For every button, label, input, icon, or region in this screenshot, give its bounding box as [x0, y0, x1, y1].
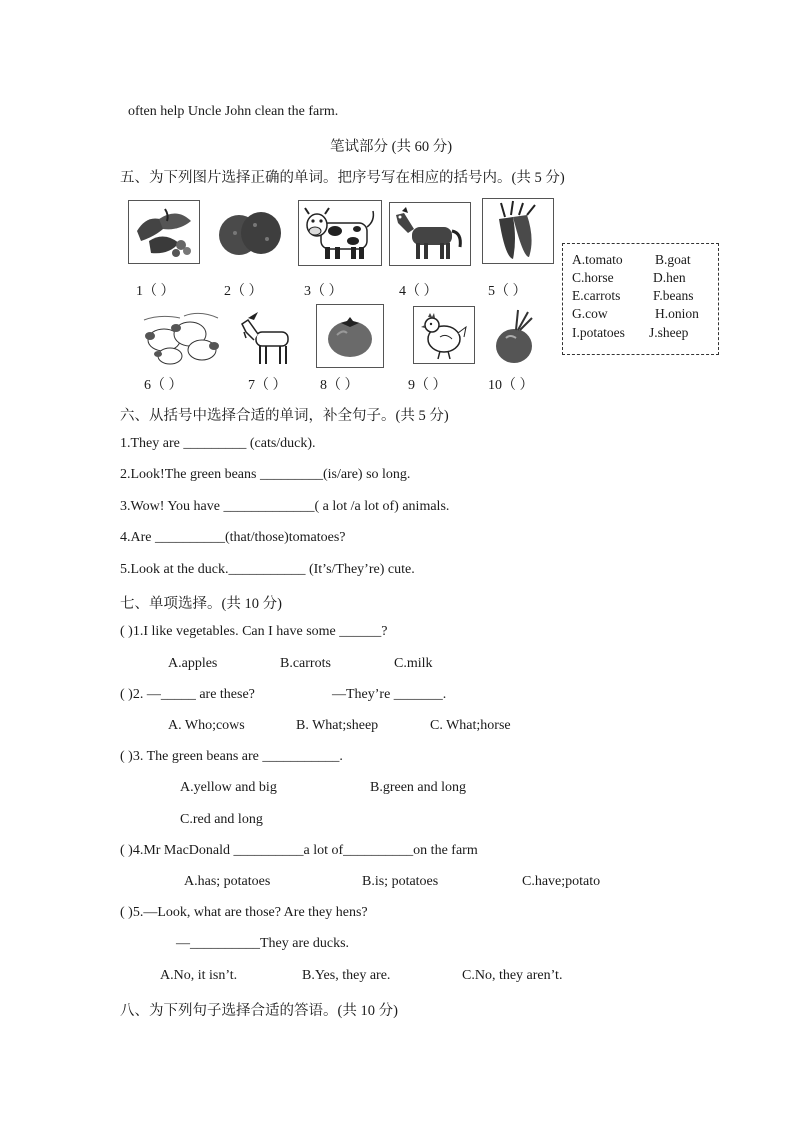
option-i: I.potatoes — [572, 325, 625, 340]
q1-option-c[interactable]: C.milk — [394, 656, 433, 671]
answer-slot-7[interactable]: 7（ ） — [248, 378, 287, 393]
q4-option-c[interactable]: C.have;potato — [522, 874, 601, 889]
section5-heading: 五、为下列图片选择正确的单词。把序号写在相应的括号内。(共 5 分) — [120, 170, 565, 186]
q5-option-a[interactable]: A.No, it isn’t. — [160, 968, 238, 983]
answer-slot-3[interactable]: 3（ ） — [304, 284, 343, 299]
goat-picture — [238, 310, 300, 368]
answer-slot-10[interactable]: 10（ ） — [488, 378, 534, 393]
option-h: H.onion — [655, 306, 699, 321]
carrots-picture — [482, 198, 554, 264]
answer-slot-5[interactable]: 5（ ） — [488, 284, 527, 299]
question-4[interactable]: ( )4.Mr MacDonald __________a lot of__________on the farm — [120, 843, 478, 858]
option-d: D.hen — [653, 270, 686, 285]
written-part-title: 笔试部分 (共 60 分) — [330, 139, 453, 155]
question-5-reply: —__________They are ducks. — [176, 936, 350, 951]
fill-blank-3[interactable]: 3.Wow! You have _____________( a lot /a lot of) animals. — [120, 499, 450, 514]
q3-option-b[interactable]: B.green and long — [370, 780, 467, 795]
answer-slot-2[interactable]: 2（ ） — [224, 284, 263, 299]
q1-option-a[interactable]: A.apples — [168, 656, 218, 671]
answer-slot-6[interactable]: 6（ ） — [144, 378, 183, 393]
q3-option-c[interactable]: C.red and long — [180, 812, 263, 827]
onion-picture — [488, 304, 544, 366]
potatoes-picture — [215, 203, 285, 263]
continued-sentence: often help Uncle John clean the farm. — [128, 104, 339, 119]
answer-slot-4[interactable]: 4（ ） — [399, 284, 438, 299]
section8-heading: 八、为下列句子选择合适的答语。(共 10 分) — [120, 1003, 398, 1019]
section7-heading: 七、单项选择。(共 10 分) — [120, 596, 282, 612]
option-c: C.horse — [572, 270, 614, 285]
q1-option-b[interactable]: B.carrots — [280, 656, 331, 671]
question-1[interactable]: ( )1.I like vegetables. Can I have some ______? — [120, 624, 388, 639]
q2-option-b[interactable]: B. What;sheep — [296, 718, 379, 733]
q2-option-a[interactable]: A. Who;cows — [168, 718, 245, 733]
fill-blank-5[interactable]: 5.Look at the duck.___________ (It’s/They’re) cute. — [120, 562, 415, 577]
section6-heading: 六、从括号中选择合适的单词，补全句子。(共 5 分) — [120, 408, 449, 424]
option-a: A.tomato — [572, 252, 623, 267]
hen-picture — [413, 306, 475, 364]
q3-option-a[interactable]: A.yellow and big — [180, 780, 277, 795]
fill-blank-4[interactable]: 4.Are __________(that/those)tomatoes? — [120, 530, 346, 545]
option-b: B.goat — [655, 252, 691, 267]
q2-option-c[interactable]: C. What;horse — [430, 718, 511, 733]
option-g: G.cow — [572, 306, 608, 321]
question-2[interactable]: ( )2. —_____ are these? — [120, 687, 255, 702]
word-options-box — [562, 243, 719, 355]
tomato-picture — [316, 304, 384, 368]
answer-slot-9[interactable]: 9（ ） — [408, 378, 447, 393]
sheep-picture — [140, 306, 222, 368]
option-f: F.beans — [653, 288, 694, 303]
answer-slot-8[interactable]: 8（ ） — [320, 378, 359, 393]
beans-picture — [128, 200, 200, 264]
horse-picture — [389, 202, 471, 266]
cow-picture — [298, 200, 382, 266]
q4-option-a[interactable]: A.has; potatoes — [184, 874, 271, 889]
q5-option-b[interactable]: B.Yes, they are. — [302, 968, 391, 983]
question-3[interactable]: ( )3. The green beans are ___________. — [120, 749, 343, 764]
fill-blank-1[interactable]: 1.They are _________ (cats/duck). — [120, 436, 316, 451]
q4-option-b[interactable]: B.is; potatoes — [362, 874, 439, 889]
fill-blank-2[interactable]: 2.Look!The green beans _________(is/are) so long. — [120, 467, 411, 482]
question-5[interactable]: ( )5.—Look, what are those? Are they hens? — [120, 905, 368, 920]
question-2-reply: —They’re _______. — [332, 687, 447, 702]
option-j: J.sheep — [649, 325, 689, 340]
q5-option-c[interactable]: C.No, they aren’t. — [462, 968, 563, 983]
option-e: E.carrots — [572, 288, 621, 303]
answer-slot-1[interactable]: 1（ ） — [136, 284, 175, 299]
